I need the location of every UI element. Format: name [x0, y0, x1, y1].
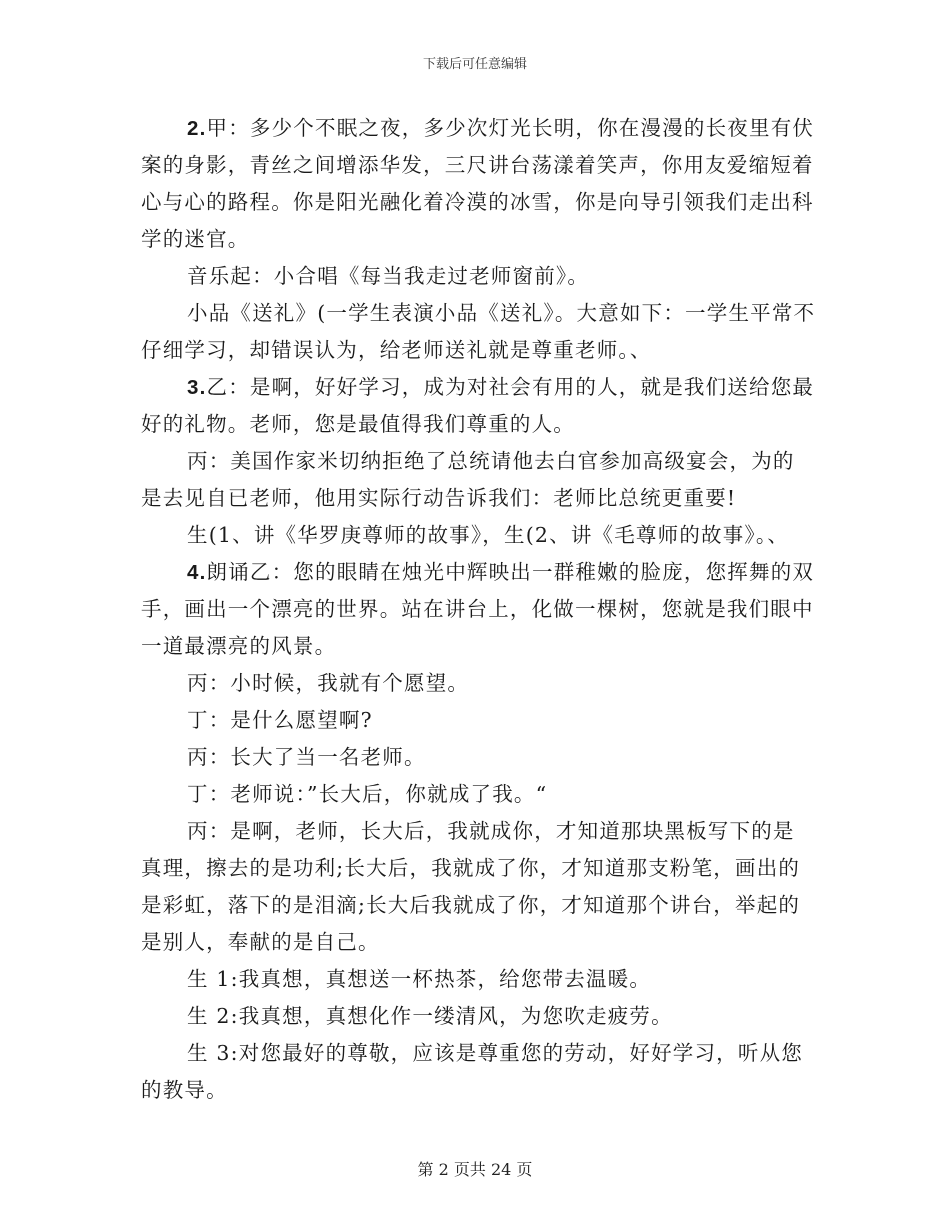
paragraph-text: 丁：老师说：”长大后，你就成了我。“	[187, 782, 548, 806]
paragraph-14	[141, 998, 816, 1035]
paragraph-1	[141, 110, 816, 258]
paragraph-7	[141, 554, 816, 665]
paragraph-12	[141, 813, 816, 961]
paragraph-8	[141, 665, 816, 702]
document-body	[141, 110, 816, 1109]
paragraph-15	[141, 1035, 816, 1109]
paragraph-text: 生 3:对您最好的尊敬，应该是尊重您的劳动，好好学习，听从您的教导。	[141, 1041, 803, 1102]
paragraph-text: 小品《送礼》(一学生表演小品《送礼》。大意如下：一学生平常不仔细学习，却错误认为，给老师送礼就是尊重老师。、	[141, 301, 816, 362]
paragraph-text: 丙：长大了当一名老师。	[187, 745, 426, 769]
paragraph-6	[141, 517, 816, 554]
paragraph-text: 丙：美国作家米切纳拒绝了总统请他去白官参加高级宴会，为的是去见自已老师，他用实际行动告诉我们：老师比总统更重要!	[141, 449, 795, 510]
paragraph-text: 生 1:我真想，真想送一杯热茶，给您带去温暖。	[187, 967, 652, 991]
paragraph-10	[141, 739, 816, 776]
paragraph-text: 生(1、讲《华罗庚尊师的故事》，生(2、讲《毛尊师的故事》。、	[187, 523, 790, 547]
page-header: 下载后可任意编辑	[422, 57, 527, 72]
paragraph-9	[141, 702, 816, 739]
paragraph-text: 丁：是什么愿望啊?	[187, 708, 373, 732]
paragraph-text: 朗诵乙：您的眼睛在烛光中辉映出一群稚嫩的脸庞，您挥舞的双手，画出一个漂亮的世界。站在讲台上，化做一棵树，您就是我们眼中一道最漂亮的风景。	[141, 560, 815, 658]
paragraph-5	[141, 443, 816, 517]
page-footer: 第 2 页共 24 页	[417, 1160, 533, 1179]
paragraph-3	[141, 295, 816, 369]
paragraph-number: 3.	[187, 376, 207, 399]
paragraph-text: 乙：是啊，好好学习，成为对社会有用的人，就是我们送给您最好的礼物。老师，您是最值得我们尊重的人。	[141, 375, 815, 436]
paragraph-2	[141, 258, 816, 295]
paragraph-text: 生 2:我真想，真想化作一缕清风，为您吹走疲劳。	[187, 1004, 673, 1028]
paragraph-text: 丙：小时候，我就有个愿望。	[187, 671, 470, 695]
paragraph-number: 2.	[187, 117, 207, 140]
paragraph-11	[141, 776, 816, 813]
paragraph-4	[141, 369, 816, 443]
paragraph-text: 甲：多少个不眠之夜，多少次灯光长明，你在漫漫的长夜里有伏案的身影，青丝之间增添华发，三尺讲台荡漾着笑声，你用友爱缩短着心与心的路程。你是阳光融化着冷漠的冰雪，你是向导引领我们走出科学的迷官。	[141, 116, 815, 251]
paragraph-13	[141, 961, 816, 998]
paragraph-text: 丙：是啊，老师，长大后，我就成你，才知道那块黑板写下的是真理，擦去的是功利;长大后，我就成了你，才知道那支粉笔，画出的是彩虹，落下的是泪滴;长大后我就成了你，才知道那个讲台，举起的是别人，奉献的是自己。	[141, 819, 801, 954]
paragraph-text: 音乐起：小合唱《每当我走过老师窗前》。	[187, 264, 590, 288]
paragraph-number: 4.	[187, 561, 207, 584]
